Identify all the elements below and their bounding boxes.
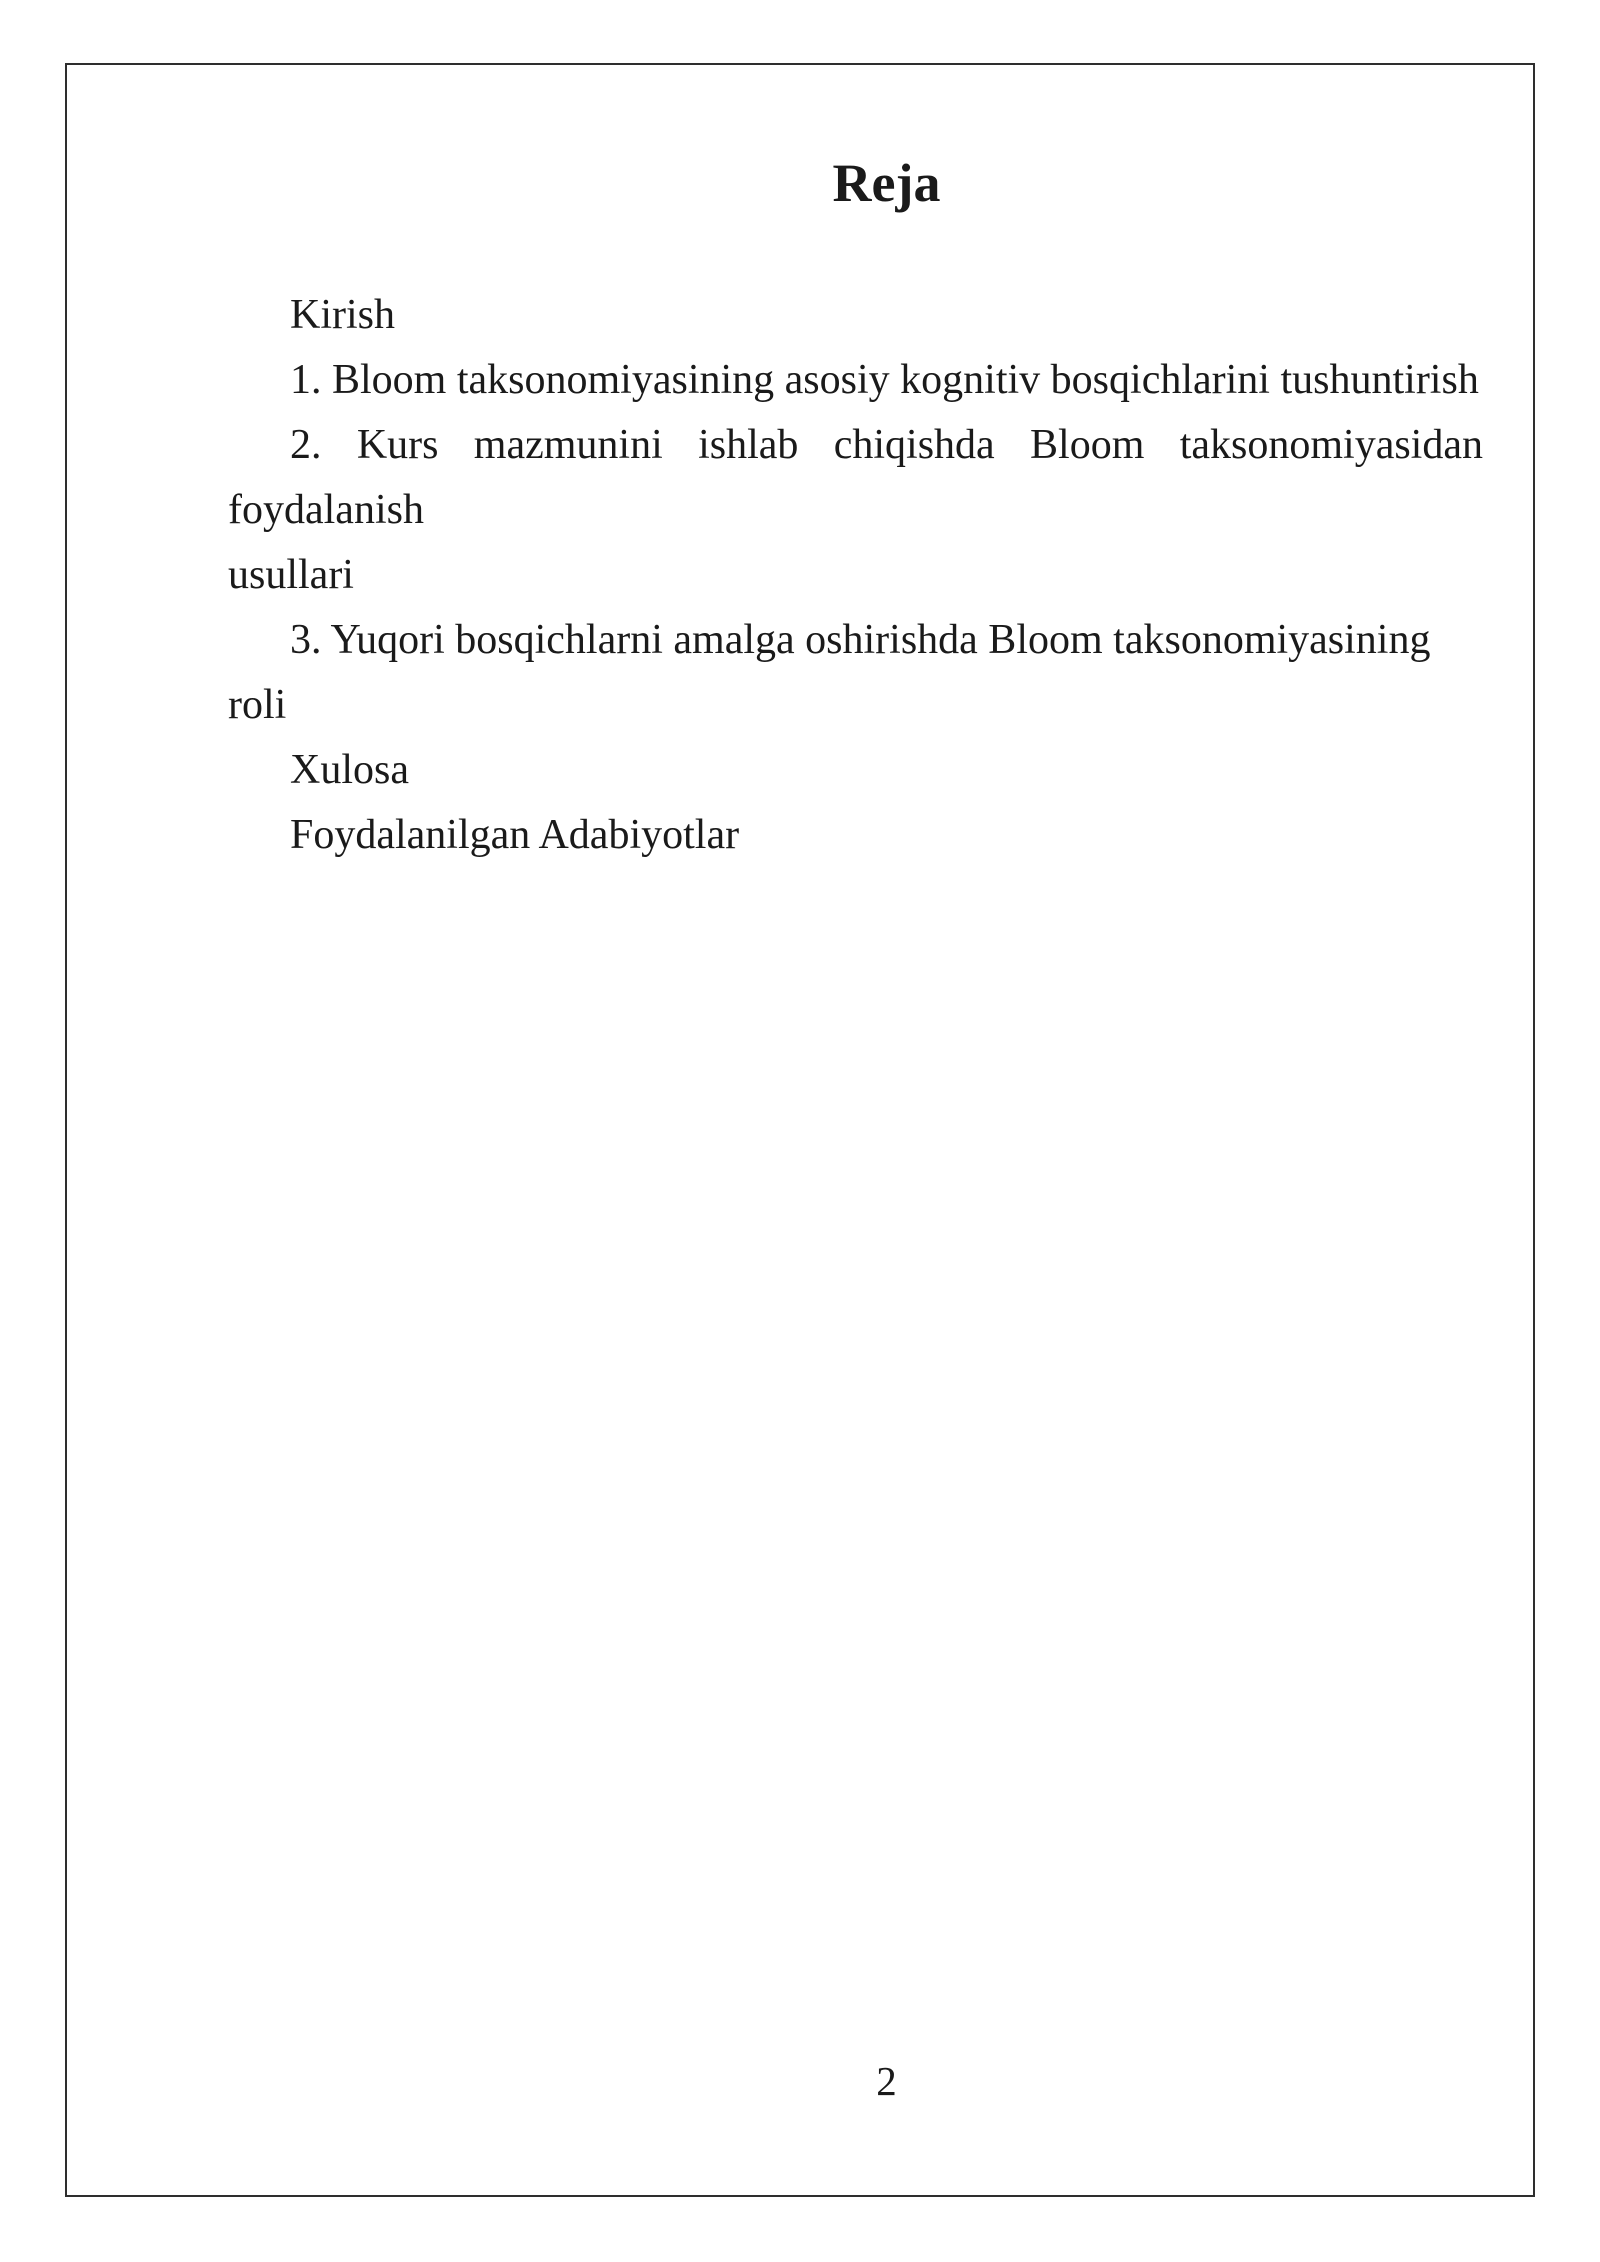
outline-item-xulosa: Xulosa xyxy=(290,747,409,793)
page-number: 2 xyxy=(876,2058,897,2104)
outline-item-kirish: Kirish xyxy=(290,292,395,338)
outline-item-adabiyotlar: Foydalanilgan Adabiyotlar xyxy=(290,812,740,858)
page-title: Reja xyxy=(832,153,941,213)
outline-list xyxy=(228,283,1483,868)
outline-item-3: 3. Yuqori bosqichlarni amalga oshirishda Bloom taksonomiyasining roli xyxy=(228,617,1431,728)
outline-item-2: 2. Kurs mazmunini ishlab chiqishda Bloom taksonomiyasidan foydalanish xyxy=(228,422,1483,533)
outline-item-1: 1. Bloom taksonomiyasining asosiy kognitiv bosqichlarini tushuntirish xyxy=(290,357,1479,403)
outline-item-2-continuation: usullari xyxy=(228,552,354,598)
